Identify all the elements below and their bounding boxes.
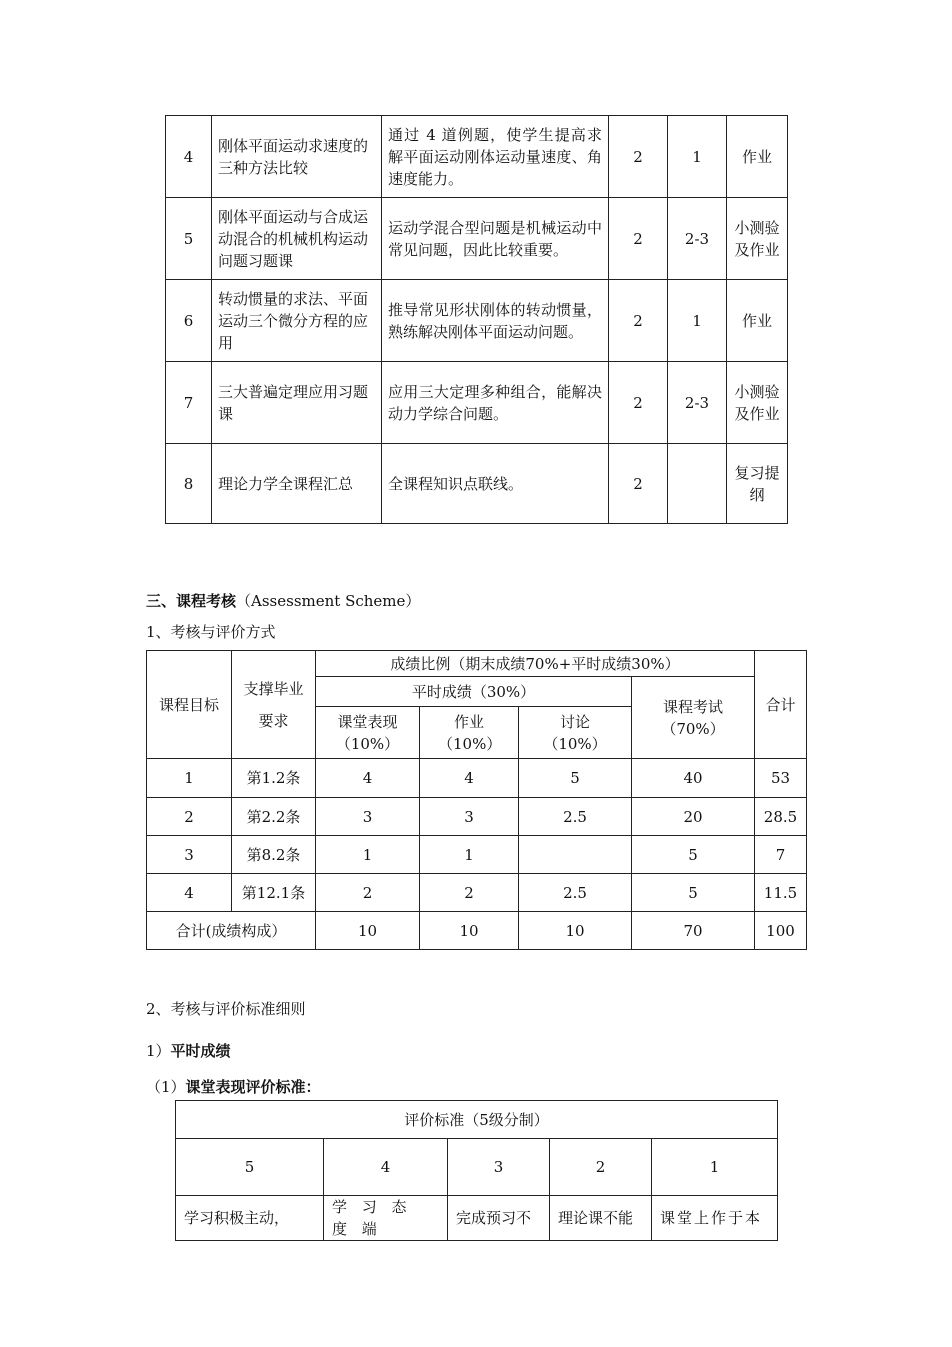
table-row <box>147 759 807 798</box>
cell-discussion: 5 <box>519 759 632 798</box>
sum-label: 合计(成绩构成） <box>147 912 316 950</box>
subsection-title: 平时成绩 <box>170 1042 231 1060</box>
row-goal: 通过 4 道例题，使学生提高求解平面运动刚体运动量速度、角速度能力。 <box>382 116 609 198</box>
header-goal: 课程目标 <box>147 651 232 759</box>
table-sum-row <box>147 912 807 950</box>
criteria-desc: 学习积极主动， <box>176 1196 324 1241</box>
cell-homework: 2 <box>420 874 519 912</box>
cell-class: 4 <box>316 759 420 798</box>
sum-exam: 70 <box>632 912 755 950</box>
row-form: 小测验及作业 <box>727 362 788 444</box>
row-target: 1 <box>668 116 727 198</box>
section-title: 课程考核 <box>176 592 237 610</box>
level-3: 3 <box>448 1139 550 1196</box>
section-title-en: （Assessment Scheme） <box>236 592 421 610</box>
table-header-row <box>176 1101 778 1139</box>
table-row <box>166 116 788 198</box>
row-form: 小测验及作业 <box>727 198 788 280</box>
sum-discussion: 10 <box>519 912 632 950</box>
row-number: 5 <box>166 198 212 280</box>
cell-discussion <box>519 836 632 874</box>
subsection-number: （1） <box>146 1078 186 1096</box>
row-number: 4 <box>166 116 212 198</box>
cell-homework: 3 <box>420 798 519 836</box>
row-goal: 运动学混合型问题是机械运动中常见问题，因此比较重要。 <box>382 198 609 280</box>
table-row <box>147 874 807 912</box>
level-5: 5 <box>176 1139 324 1196</box>
cell-goal: 2 <box>147 798 232 836</box>
header-support: 支撑毕业要求 <box>232 651 316 759</box>
level-2: 2 <box>550 1139 652 1196</box>
header-discussion: 讨论（10%） <box>519 707 632 759</box>
section-heading <box>146 590 420 611</box>
assessment-table <box>146 650 807 950</box>
cell-exam: 20 <box>632 798 755 836</box>
row-form: 复习提纲 <box>727 444 788 524</box>
row-target: 2-3 <box>668 362 727 444</box>
row-hours: 2 <box>609 198 668 280</box>
row-target: 2-3 <box>668 198 727 280</box>
cell-total: 28.5 <box>755 798 807 836</box>
header-homework: 作业（10%） <box>420 707 519 759</box>
row-topic: 刚体平面运动与合成运动混合的机械机构运动问题习题课 <box>212 198 382 280</box>
table-row <box>166 280 788 362</box>
criteria-header: 评价标准（5级分制） <box>176 1101 778 1139</box>
row-goal: 推导常见形状刚体的转动惯量，熟练解决刚体平面运动问题。 <box>382 280 609 362</box>
cell-goal: 1 <box>147 759 232 798</box>
row-number: 6 <box>166 280 212 362</box>
criteria-desc: 课堂上作于本 <box>652 1196 778 1241</box>
row-hours: 2 <box>609 444 668 524</box>
header-usual: 平时成绩（30%） <box>316 677 632 707</box>
table-row <box>176 1139 778 1196</box>
subsection-heading <box>146 1076 321 1097</box>
row-topic: 转动惯量的求法、平面运动三个微分方程的应用 <box>212 280 382 362</box>
level-4: 4 <box>324 1139 448 1196</box>
subsection-number: 1） <box>146 1042 171 1060</box>
row-topic: 理论力学全课程汇总 <box>212 444 382 524</box>
cell-exam: 40 <box>632 759 755 798</box>
sum-homework: 10 <box>420 912 519 950</box>
table-row <box>166 198 788 280</box>
subsection-heading: 2、考核与评价标准细则 <box>146 1000 306 1018</box>
row-number: 8 <box>166 444 212 524</box>
table-row <box>166 444 788 524</box>
cell-support: 第2.2条 <box>232 798 316 836</box>
schedule-table <box>165 115 788 524</box>
table-row <box>166 362 788 444</box>
header-class: 课堂表现（10%） <box>316 707 420 759</box>
row-hours: 2 <box>609 362 668 444</box>
table-row <box>147 798 807 836</box>
header-exam: 课程考试（70%） <box>632 677 755 759</box>
table-row <box>176 1196 778 1241</box>
row-number: 7 <box>166 362 212 444</box>
level-1: 1 <box>652 1139 778 1196</box>
sum-total: 100 <box>755 912 807 950</box>
row-topic: 三大普遍定理应用习题课 <box>212 362 382 444</box>
criteria-desc: 完成预习不 <box>448 1196 550 1241</box>
cell-homework: 1 <box>420 836 519 874</box>
row-form: 作业 <box>727 116 788 198</box>
header-ratio: 成绩比例（期末成绩70%+平时成绩30%） <box>316 651 755 677</box>
cell-goal: 4 <box>147 874 232 912</box>
row-form: 作业 <box>727 280 788 362</box>
cell-support: 第1.2条 <box>232 759 316 798</box>
cell-total: 11.5 <box>755 874 807 912</box>
table-header-row <box>147 651 807 677</box>
criteria-table <box>175 1100 778 1241</box>
row-target: 1 <box>668 280 727 362</box>
row-topic: 刚体平面运动求速度的三种方法比较 <box>212 116 382 198</box>
cell-homework: 4 <box>420 759 519 798</box>
cell-goal: 3 <box>147 836 232 874</box>
row-goal: 全课程知识点联线。 <box>382 444 609 524</box>
cell-exam: 5 <box>632 874 755 912</box>
subsection-heading <box>146 1040 231 1061</box>
cell-class: 2 <box>316 874 420 912</box>
criteria-desc: 学 习 态 度 端 <box>324 1196 448 1241</box>
subsection-title: 课堂表现评价标准： <box>185 1078 321 1096</box>
subsection-heading: 1、考核与评价方式 <box>146 623 276 641</box>
cell-support: 第12.1条 <box>232 874 316 912</box>
row-goal: 应用三大定理多种组合，能解决动力学综合问题。 <box>382 362 609 444</box>
row-hours: 2 <box>609 116 668 198</box>
cell-exam: 5 <box>632 836 755 874</box>
cell-total: 53 <box>755 759 807 798</box>
criteria-desc: 理论课不能 <box>550 1196 652 1241</box>
cell-discussion: 2.5 <box>519 874 632 912</box>
cell-support: 第8.2条 <box>232 836 316 874</box>
cell-discussion: 2.5 <box>519 798 632 836</box>
section-number: 三、 <box>146 592 177 610</box>
row-hours: 2 <box>609 280 668 362</box>
header-total: 合计 <box>755 651 807 759</box>
cell-class: 1 <box>316 836 420 874</box>
row-target <box>668 444 727 524</box>
cell-total: 7 <box>755 836 807 874</box>
sum-class: 10 <box>316 912 420 950</box>
cell-class: 3 <box>316 798 420 836</box>
table-row <box>147 836 807 874</box>
